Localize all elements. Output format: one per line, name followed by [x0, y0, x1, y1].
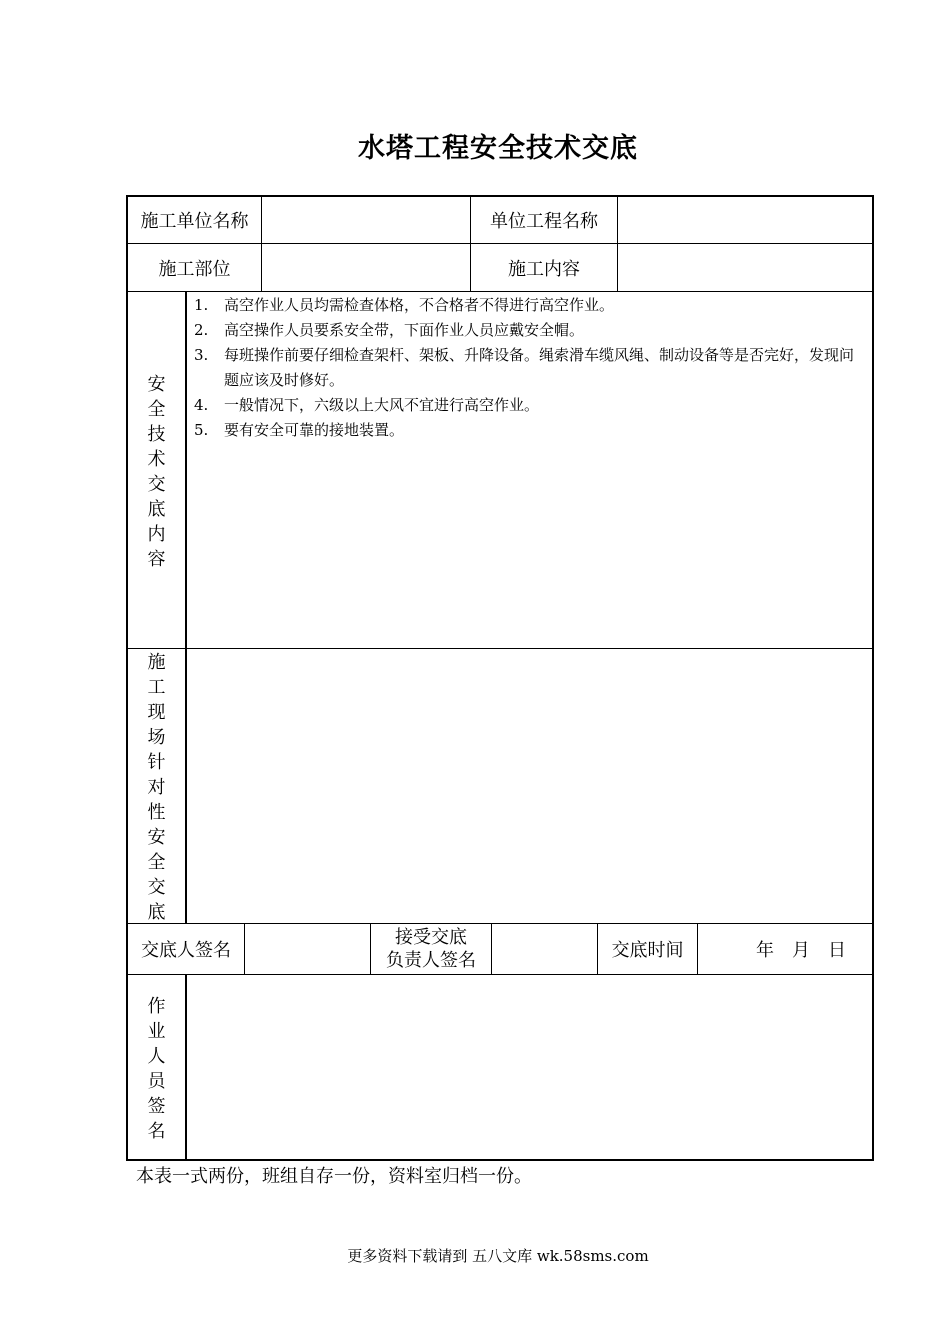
workers-signature-label-text: 作业人员签名	[147, 996, 166, 1142]
item-text: 要有安全可靠的接地装置。	[224, 421, 405, 439]
document-title: 水塔工程安全技术交底	[358, 133, 638, 164]
form-note: 本表一式两份，班组自存一份，资料室归档一份。	[136, 1166, 532, 1187]
item-number: 5.	[194, 421, 209, 439]
unit-name-field[interactable]	[262, 197, 470, 243]
table-border-right	[872, 195, 874, 1161]
construction-content-label: 施工内容	[508, 258, 580, 280]
discloser-signature-label: 交底人签名	[141, 940, 231, 961]
receiver-label-line1: 接受交底	[395, 927, 467, 948]
item-number: 1.	[194, 296, 209, 314]
discloser-signature-field[interactable]	[245, 924, 370, 974]
site-safety-field[interactable]	[187, 649, 872, 923]
item-text: 一般情况下，六级以上大风不宜进行高空作业。	[224, 396, 540, 414]
item-text: 高空操作人员要系安全带，下面作业人员应戴安全帽。	[224, 321, 585, 339]
project-name-label: 单位工程名称	[490, 211, 598, 232]
list-item	[194, 418, 866, 443]
workers-signature-label	[128, 994, 185, 1144]
disclosure-time-label: 交底时间	[611, 940, 684, 961]
safety-content-label-text: 安全技术交底内容	[147, 374, 166, 570]
safety-content-label	[128, 372, 185, 572]
site-safety-label-text: 施工现场针对性安全交底	[147, 652, 166, 923]
row-divider	[126, 291, 874, 292]
item-text: 每班操作前要仔细检查架杆、架板、升降设备。绳索滑车缆风绳、制动设备等是否完好，发现问题应该及时修好。	[224, 346, 855, 389]
list-item	[194, 393, 866, 418]
receiver-label-line2: 负责人签名	[386, 950, 476, 971]
item-text: 高空作业人员均需检查体格，不合格者不得进行高空作业。	[224, 296, 615, 314]
disclosure-date-field[interactable]: 年 月 日	[756, 940, 846, 961]
item-number: 2.	[194, 321, 209, 339]
construction-content-field[interactable]	[618, 244, 872, 291]
unit-name-label: 施工单位名称	[140, 211, 249, 232]
receiver-signature-field[interactable]	[492, 924, 597, 974]
workers-signature-field[interactable]	[187, 975, 872, 1159]
footer-text: 更多资料下载请到 五八文库 wk.58sms.com	[347, 1247, 649, 1265]
receiver-signature-label	[371, 924, 491, 974]
item-number: 4.	[194, 396, 209, 414]
item-number: 3.	[194, 346, 209, 364]
safety-items-list	[194, 293, 866, 443]
project-name-field[interactable]	[618, 197, 872, 243]
site-safety-label	[128, 650, 185, 925]
construction-part-field[interactable]	[262, 244, 470, 291]
list-item	[194, 343, 866, 393]
construction-part-label: 施工部位	[158, 258, 231, 280]
list-item	[194, 318, 866, 343]
table-border-bottom	[126, 1159, 874, 1161]
list-item	[194, 293, 866, 318]
